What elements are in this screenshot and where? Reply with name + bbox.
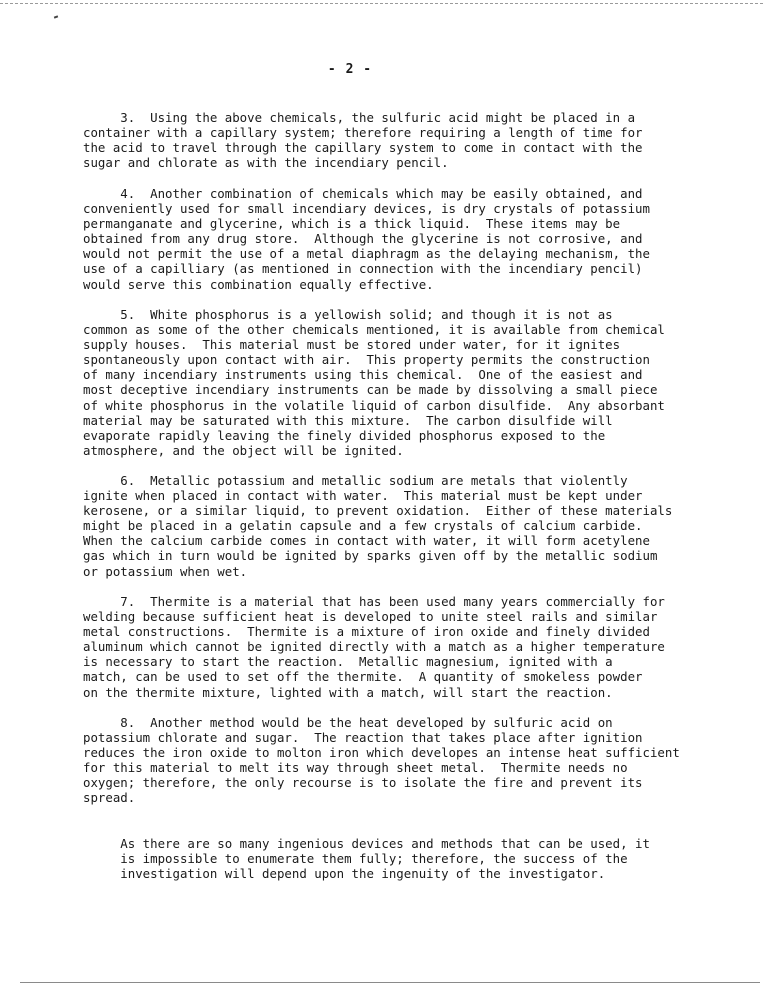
closing-paragraph: As there are so many ingenious devices and methods that can be used, it is impossible to enumerate them fully; therefore, the success of the investigation will depend upon the ingenuity of the investigator.: [120, 836, 650, 882]
paragraph-7: 7. Thermite is a material that has been used many years commercially for welding because sufficient heat is developed to unite steel rails and similar metal constructions. Thermite is a mixture of iron oxide and finely divided aluminum which cannot be ignited directly with a match as a higher temperature is necessary to start the reaction. Metallic magnesium, ignited with a match, can be used to set off the thermite. A quantity of smokeless powder on the thermite mixture, lighted with a match, will start the reaction.: [83, 594, 665, 700]
bottom-page-edge: [20, 982, 760, 983]
paragraph-5: 5. White phosphorus is a yellowish solid; and though it is not as common as some of the other chemicals mentioned, it is available from chemical supply houses. This material must be stored under water, for it ignites spontaneously upon contact with air. This property permits the construction of many incendiary instruments using this chemical. One of the easiest and most deceptive incendiary instruments can be made by dissolving a small piece of white phosphorus in the volatile liquid of carbon disulfide. Any absorbant material may be saturated with this mixture. The carbon disulfide will evaporate rapidly leaving the finely divided phosphorus exposed to the atmosphere, and the object will be ignited.: [83, 307, 665, 458]
scan-speck: [54, 15, 58, 18]
paragraph-6: 6. Metallic potassium and metallic sodium are metals that violently ignite when placed in contact with water. This material must be kept under kerosene, or a similar liquid, to prevent oxidation. Either of these materials might be placed in a gelatin capsule and a few crystals of calcium carbide. When the calcium carbide comes in contact with water, it will form acetylene gas which in turn would be ignited by sparks given off by the metallic sodium or potassium when wet.: [83, 473, 673, 579]
top-page-edge: [0, 3, 763, 4]
paragraph-8: 8. Another method would be the heat developed by sulfuric acid on potassium chlorate and sugar. The reaction that takes place after ignition reduces the iron oxide to molton iron which developes an intense heat sufficient for this material to melt its way through sheet metal. Thermite needs no oxygen; therefore, the only recourse is to isolate the fire and prevent its spread.: [83, 715, 680, 806]
paragraph-4: 4. Another combination of chemicals which may be easily obtained, and conveniently used for small incendiary devices, is dry crystals of potassium permanganate and glycerine, which is a thick liquid. These items may be obtained from any drug store. Although the glycerine is not corrosive, and would not permit the use of a metal diaphragm as the delaying mechanism, the use of a capilliary (as mentioned in connection with the incendiary pencil) would serve this combination equally effective.: [83, 186, 650, 292]
paragraph-3: 3. Using the above chemicals, the sulfuric acid might be placed in a container with a capillary system; therefore requiring a length of time for the acid to travel through the capillary system to come in contact with the sugar and chlorate as with the incendiary pencil.: [83, 110, 643, 171]
page-number: - 2 -: [327, 62, 373, 77]
